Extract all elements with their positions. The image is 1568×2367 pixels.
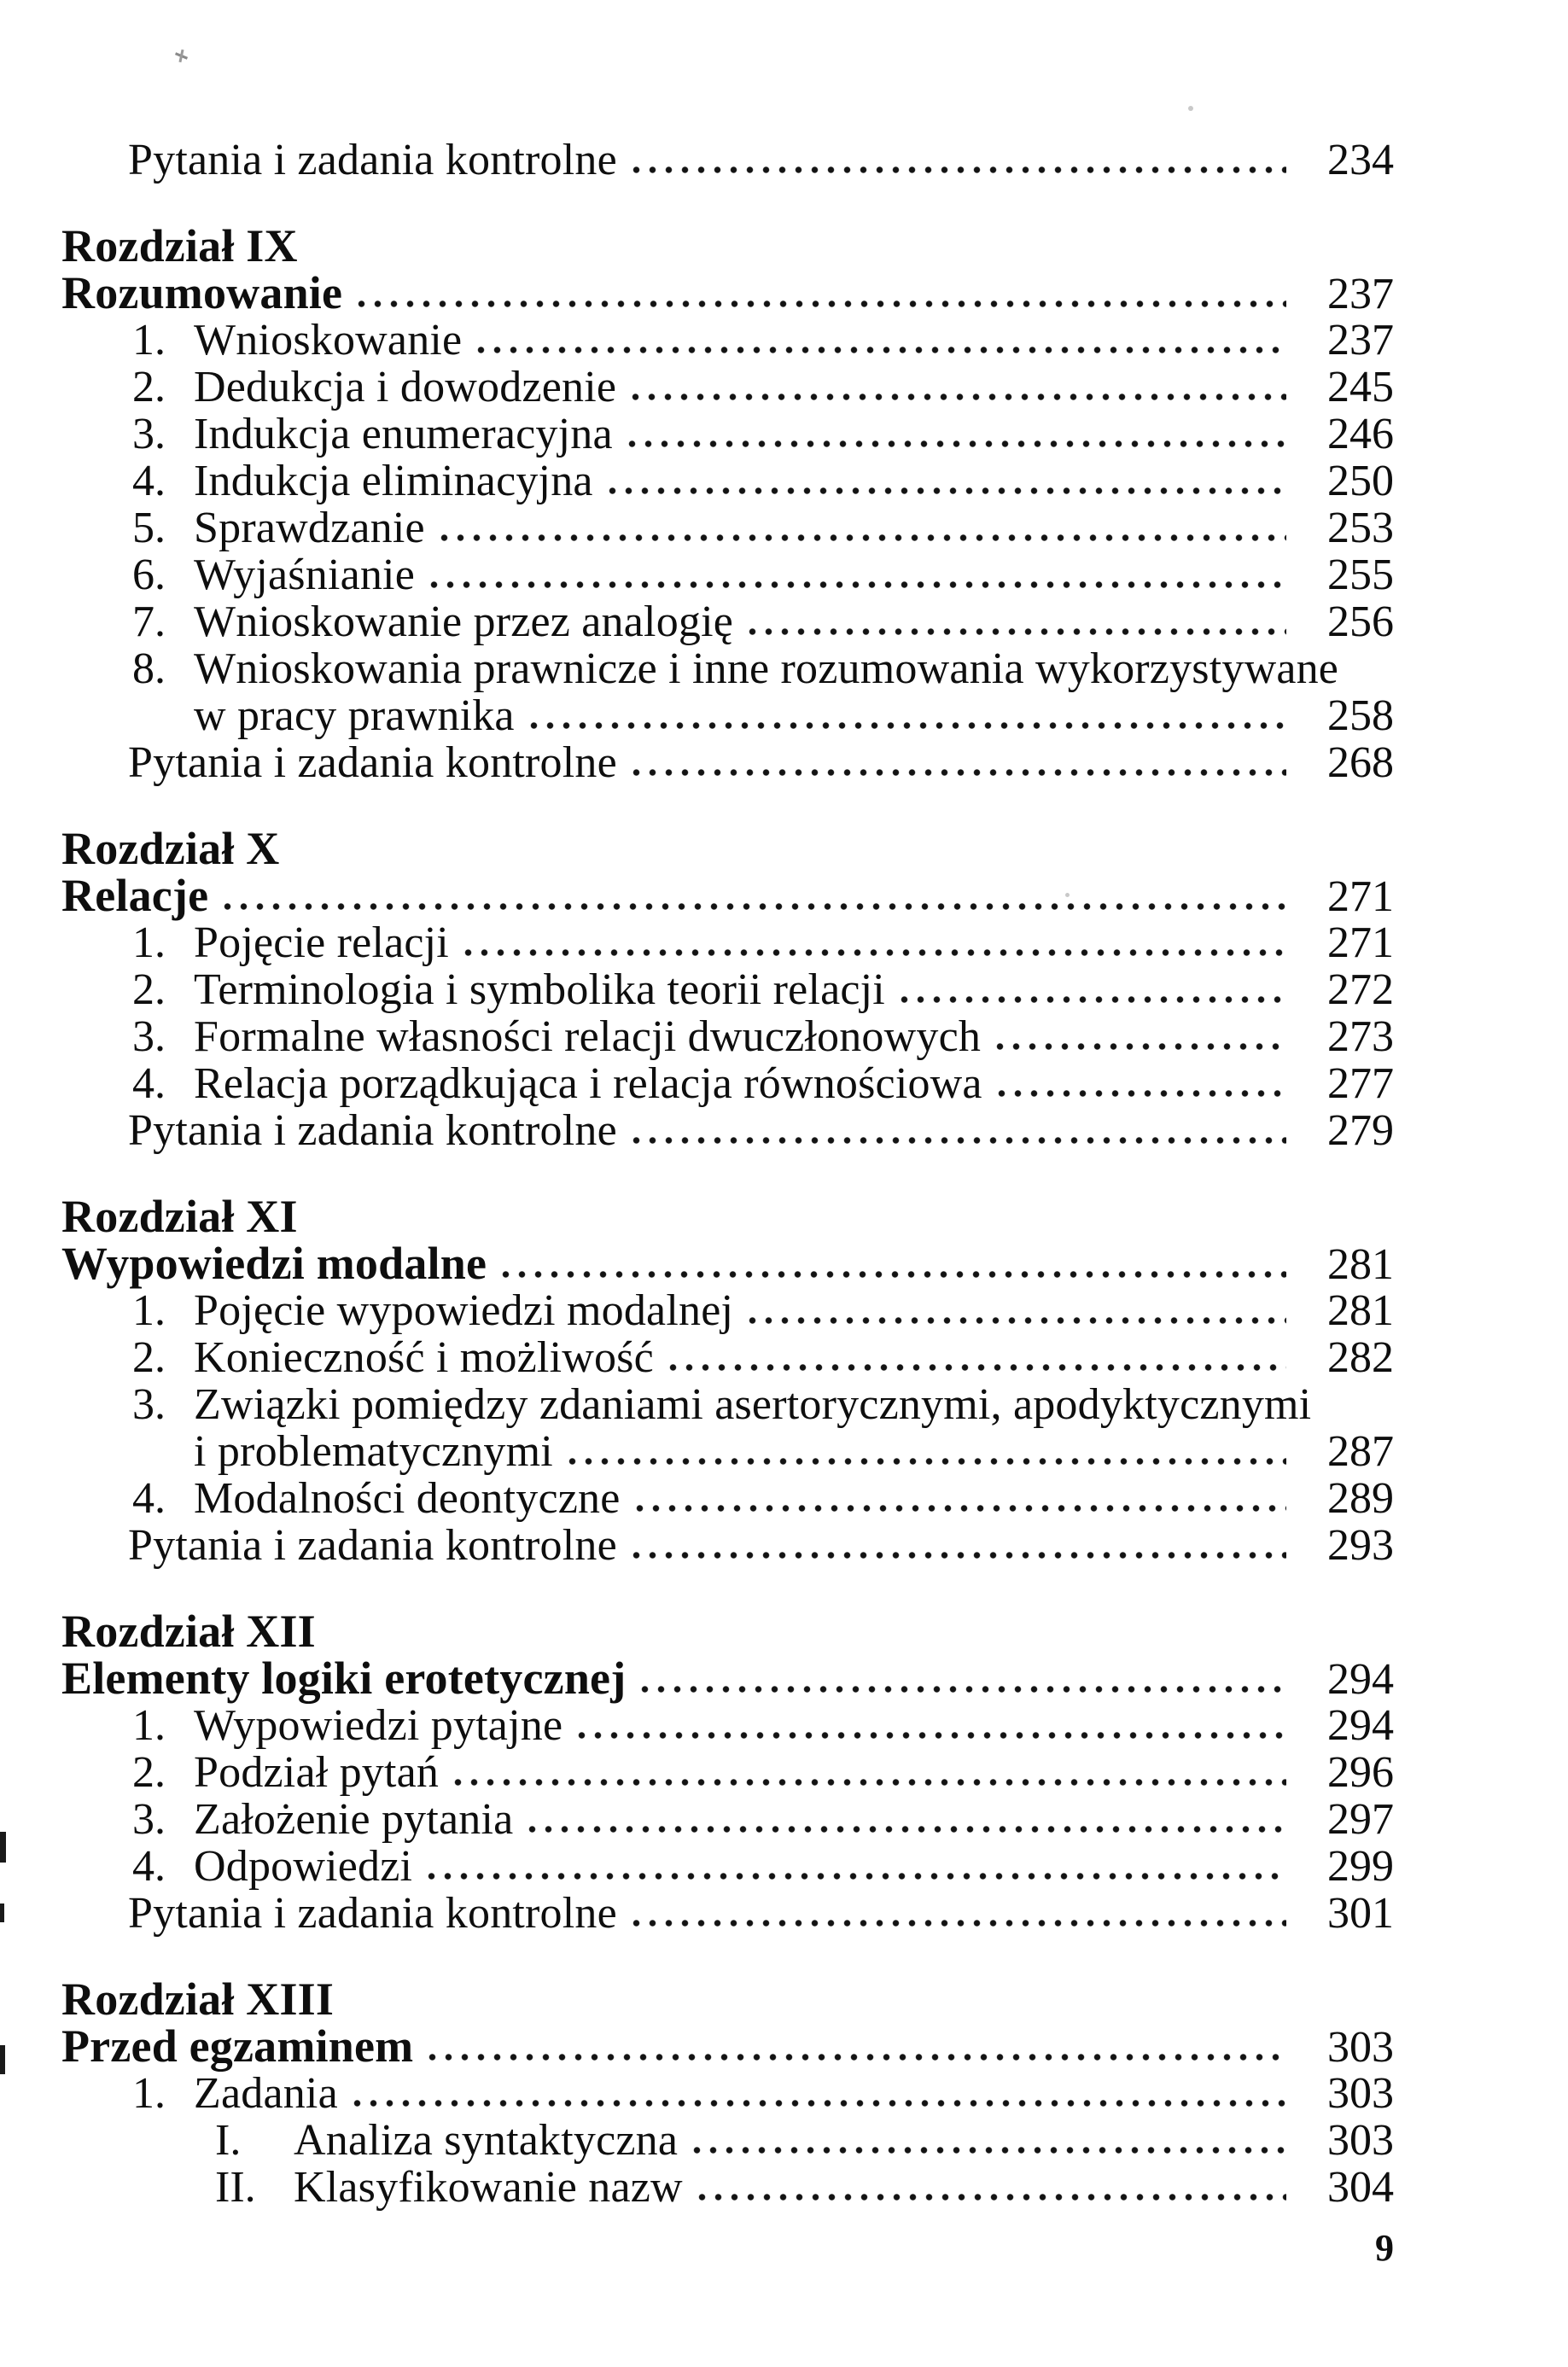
dot-leader	[901, 995, 1286, 1004]
toc-entry	[61, 645, 1394, 692]
toc-entry	[61, 1702, 1394, 1749]
entry-number: 7.	[132, 598, 166, 646]
entry-label: Pojęcie wypowiedzi modalnej	[194, 1286, 734, 1335]
entry-label: Konieczność i możliwość	[194, 1333, 654, 1382]
entry-number: 4.	[132, 1842, 166, 1891]
chapter-title-row	[61, 872, 1394, 919]
entry-number: 1.	[132, 1701, 166, 1750]
entry-label: Indukcja enumeracyjna	[194, 410, 613, 458]
entry-page: 272	[1327, 965, 1394, 1014]
entry-page: 237	[1327, 316, 1394, 364]
entry-number: 1.	[132, 316, 166, 364]
entry-label: Wypowiedzi pytajne	[194, 1701, 563, 1750]
entry-page: 234	[1327, 136, 1394, 184]
toc-entry	[61, 317, 1394, 364]
toc-entry	[61, 1475, 1394, 1522]
entry-number: 2.	[132, 363, 166, 411]
chapter-section	[61, 1193, 1394, 1569]
entry-page: 245	[1327, 363, 1394, 411]
dot-leader	[440, 533, 1286, 542]
scan-edge-artifact	[0, 1832, 6, 1863]
page-number: 9	[1375, 2227, 1394, 2269]
dot-leader	[358, 300, 1286, 308]
entry-page: 253	[1327, 504, 1394, 552]
entry-number: 2.	[132, 1333, 166, 1382]
entry-page: 294	[1327, 1701, 1394, 1750]
dot-leader	[224, 902, 1286, 911]
toc-entry	[61, 1060, 1394, 1107]
toc-entry-continuation	[61, 692, 1394, 739]
entry-page: 297	[1327, 1795, 1394, 1844]
dot-leader	[632, 1551, 1286, 1560]
toc-entry	[61, 1381, 1394, 1428]
entry-page: 301	[1327, 1889, 1394, 1938]
scan-speck-artifact	[1188, 106, 1193, 111]
toc-entry	[61, 1013, 1394, 1060]
dot-leader	[698, 2193, 1286, 2201]
dot-leader	[749, 627, 1286, 636]
entry-number: 4.	[132, 1474, 166, 1523]
chapter-section	[61, 1608, 1394, 1937]
entry-label: Pytania i zadania kontrolne	[128, 1521, 617, 1570]
entry-label: Pytania i zadania kontrolne	[128, 1106, 617, 1155]
dot-leader	[641, 1685, 1286, 1694]
entry-label: Podział pytań	[194, 1748, 440, 1797]
entry-number: 2.	[132, 1748, 166, 1797]
dot-leader	[632, 768, 1286, 777]
entry-number: 4.	[132, 457, 166, 505]
entry-page: 303	[1327, 2069, 1394, 2118]
toc	[61, 137, 1394, 2211]
scan-edge-artifact	[0, 1904, 4, 1922]
entry-label: Zadania	[194, 2069, 338, 2118]
entry-page: 277	[1327, 1059, 1394, 1108]
entry-number: 6.	[132, 551, 166, 599]
entry-number: 2.	[132, 965, 166, 1014]
chapter-title: Elementy logiki erotetycznej	[61, 1653, 627, 1704]
toc-entry	[61, 411, 1394, 458]
dot-leader	[693, 2146, 1286, 2154]
entry-number: 3.	[132, 1380, 166, 1429]
entry-number: II.	[215, 2163, 256, 2212]
entry-label: Dedukcja i dowodzenie	[194, 363, 617, 411]
scan-speck-artifact	[1065, 893, 1070, 897]
entry-page: 271	[1327, 918, 1394, 967]
entry-number: 8.	[132, 644, 166, 693]
chapter-section	[61, 825, 1394, 1154]
entry-page: 246	[1327, 410, 1394, 458]
entry-label: Odpowiedzi	[194, 1842, 413, 1891]
entry-label: Relacja porządkująca i relacja równościowa	[194, 1059, 982, 1108]
toc-entry	[61, 364, 1394, 411]
toc-entry	[61, 458, 1394, 504]
entry-page: 282	[1327, 1333, 1394, 1382]
dot-leader	[428, 1872, 1286, 1880]
toc-entry	[61, 1796, 1394, 1843]
entry-page: 293	[1327, 1521, 1394, 1570]
entry-label: Analiza syntaktyczna	[294, 2116, 679, 2165]
entry-number: 3.	[132, 410, 166, 458]
chapter-title: Wypowiedzi modalne	[61, 1238, 487, 1289]
toc-entry	[61, 137, 1394, 184]
dot-leader	[609, 487, 1286, 495]
entry-label: Sprawdzanie	[194, 504, 425, 552]
entry-label: Związki pomiędzy zdaniami asertorycznymi, apodyktycznymi	[194, 1380, 1312, 1429]
entry-page: 250	[1327, 457, 1394, 505]
entry-page: 296	[1327, 1748, 1394, 1797]
entry-number: 1.	[132, 2069, 166, 2118]
toc-entry-continuation	[61, 1428, 1394, 1475]
entry-page: 287	[1327, 1427, 1394, 1476]
scan-smudge-artifact	[175, 52, 188, 59]
entry-page: 268	[1327, 738, 1394, 787]
dot-leader	[568, 1457, 1286, 1466]
toc-entry	[61, 1334, 1394, 1381]
chapter-heading-row	[61, 1608, 1394, 1655]
entry-page: 258	[1327, 691, 1394, 740]
chapter-title-row	[61, 1655, 1394, 1702]
dot-leader	[632, 1136, 1286, 1145]
toc-entry	[61, 2070, 1394, 2117]
chapter-heading-row	[61, 1193, 1394, 1240]
chapter-heading: Rozdział IX	[61, 220, 298, 271]
chapter-title: Rozumowanie	[61, 267, 343, 318]
entry-page: 237	[1327, 270, 1394, 318]
entry-page: 303	[1327, 2116, 1394, 2165]
entry-page: 303	[1327, 2023, 1394, 2072]
entry-label: Formalne własności relacji dwuczłonowych	[194, 1012, 982, 1061]
dot-leader	[464, 948, 1286, 957]
toc-entry	[61, 551, 1394, 598]
entry-label: Wnioskowanie przez analogię	[194, 598, 734, 646]
entry-label: Modalności deontyczne	[194, 1474, 621, 1523]
entry-label: i problematycznymi	[194, 1427, 553, 1476]
entry-page: 294	[1327, 1655, 1394, 1704]
chapter-title-row	[61, 267, 1394, 318]
toc-entry	[61, 2117, 1394, 2164]
toc-entry	[61, 966, 1394, 1013]
entry-label: Pytania i zadania kontrolne	[128, 1889, 617, 1938]
entry-label: Terminologia i symbolika teorii relacji	[194, 965, 885, 1014]
toc-entry	[61, 1890, 1394, 1937]
toc-entry	[61, 1287, 1394, 1334]
dot-leader	[632, 166, 1286, 174]
dot-leader	[998, 1089, 1286, 1098]
toc-entry	[61, 1107, 1394, 1154]
toc-entry	[61, 598, 1394, 645]
dot-leader	[477, 346, 1286, 354]
entry-number: 1.	[132, 918, 166, 967]
chapter-title-row	[61, 1240, 1394, 1287]
toc-entry	[61, 1749, 1394, 1796]
entry-number: 5.	[132, 504, 166, 552]
entry-page: 304	[1327, 2163, 1394, 2212]
chapter-title: Przed egzaminem	[61, 2020, 414, 2072]
entry-number: 4.	[132, 1059, 166, 1108]
entry-page: 255	[1327, 551, 1394, 599]
entry-label: Wnioskowania prawnicze i inne rozumowania wykorzystywane	[194, 644, 1339, 693]
chapter-title: Relacje	[61, 870, 209, 921]
entry-page: 256	[1327, 598, 1394, 646]
chapter-title-row	[61, 2020, 1394, 2072]
entry-label: Pytania i zadania kontrolne	[128, 136, 617, 184]
dot-leader	[353, 2099, 1286, 2108]
toc-entry	[61, 739, 1394, 786]
toc-entry	[61, 1522, 1394, 1569]
chapter-section	[61, 220, 1394, 787]
chapter-heading: Rozdział XII	[61, 1606, 316, 1657]
entry-label: Klasyfikowanie nazw	[294, 2163, 683, 2212]
entry-number: I.	[215, 2116, 242, 2165]
dot-leader	[454, 1778, 1286, 1787]
entry-number: 3.	[132, 1012, 166, 1061]
dot-leader	[502, 1270, 1286, 1279]
entry-label: Pojęcie relacji	[194, 918, 449, 967]
entry-label: Założenie pytania	[194, 1795, 514, 1844]
entry-label: Wyjaśnianie	[194, 551, 415, 599]
chapter-heading-row	[61, 1973, 1394, 2025]
dot-leader	[428, 2053, 1286, 2061]
dot-leader	[669, 1363, 1286, 1372]
entry-page: 281	[1327, 1240, 1394, 1289]
dot-leader	[528, 1825, 1286, 1834]
toc-entry	[61, 1843, 1394, 1890]
dot-leader	[632, 393, 1286, 401]
dot-leader	[632, 1919, 1286, 1927]
dot-leader	[749, 1316, 1286, 1325]
entry-number: 1.	[132, 1286, 166, 1335]
dot-leader	[430, 580, 1286, 589]
chapter-heading-row	[61, 220, 1394, 271]
entry-label: Indukcja eliminacyjna	[194, 457, 593, 505]
entry-label: w pracy prawnika	[194, 691, 515, 740]
entry-page: 271	[1327, 872, 1394, 921]
chapter-section	[61, 1973, 1394, 2212]
chapter-heading: Rozdział XIII	[61, 1973, 335, 2025]
dot-leader	[996, 1042, 1286, 1051]
dot-leader	[636, 1504, 1287, 1513]
chapter-heading: Rozdział XI	[61, 1191, 298, 1242]
toc-entry	[61, 919, 1394, 966]
chapter-heading-row	[61, 825, 1394, 872]
dot-leader	[628, 440, 1286, 448]
entry-page: 289	[1327, 1474, 1394, 1523]
entry-page: 299	[1327, 1842, 1394, 1891]
entry-page: 281	[1327, 1286, 1394, 1335]
toc-entry	[61, 2164, 1394, 2211]
dot-leader	[578, 1731, 1286, 1740]
entry-page: 273	[1327, 1012, 1394, 1061]
toc-entry	[61, 504, 1394, 551]
entry-number: 3.	[132, 1795, 166, 1844]
scan-edge-artifact	[0, 2045, 5, 2074]
entry-label: Wnioskowanie	[194, 316, 463, 364]
chapter-heading: Rozdział X	[61, 823, 280, 874]
dot-leader	[530, 721, 1286, 730]
entry-page: 279	[1327, 1106, 1394, 1155]
entry-label: Pytania i zadania kontrolne	[128, 738, 617, 787]
